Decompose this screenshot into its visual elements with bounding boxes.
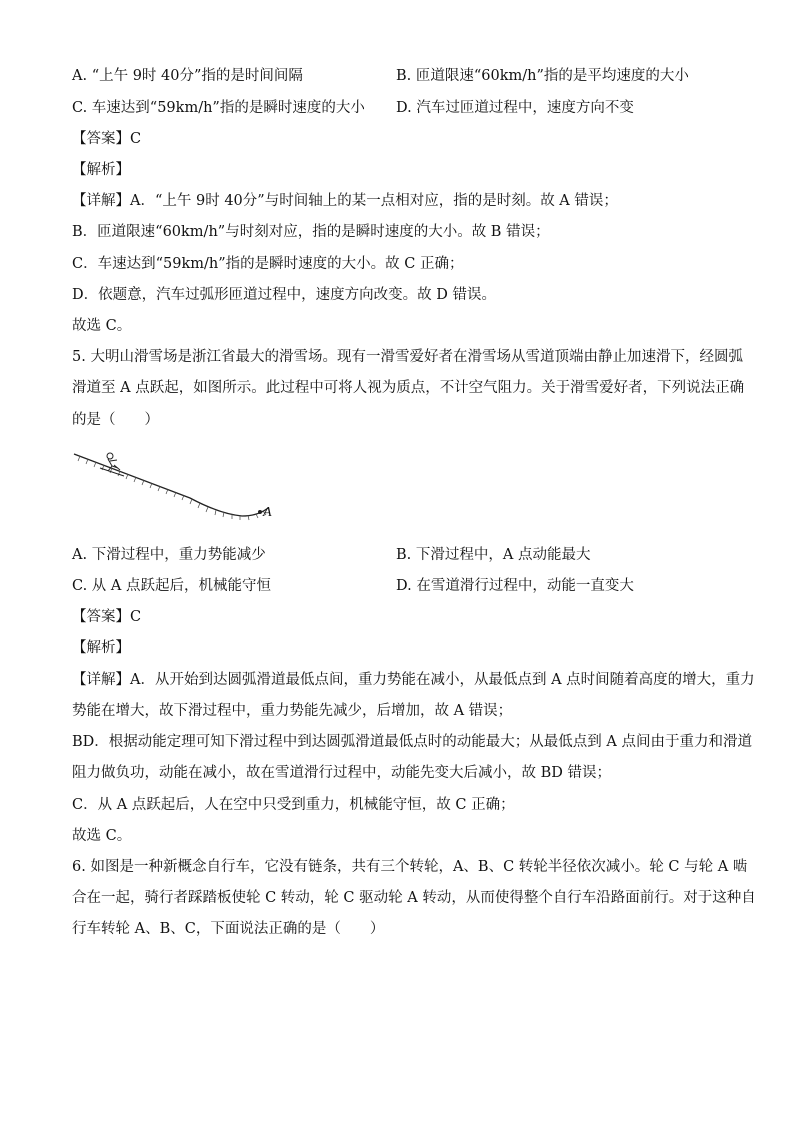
q5-option-b: B. 下滑过程中，A 点动能最大 [396,547,591,563]
skier-icon [100,453,124,476]
q5-option-c: C. 从 A 点跃起后，机械能守恒 [72,578,271,594]
q4-detail-line: C．车速达到“59km/h”指的是瞬时速度的大小。故 C 正确； [72,256,464,272]
q5-detail-line: 势能在增大，故下滑过程中，重力势能先减少，后增加，故 A 错误； [72,703,513,719]
q5-conclusion: 故选 C。 [72,828,132,844]
q4-detail-line: B．匝道限速“60km/h”与时刻对应，指的是瞬时速度的大小。故 B 错误； [72,224,550,240]
ski-slope-figure [70,446,290,536]
q5-detail-line: 阻力做负功，动能在减小，故在雪道滑行过程中，动能先变大后减小，故 BD 错误； [72,765,611,781]
q5-detail-line: 【详解】A．从开始到达圆弧滑道最低点间，重力势能在减小，从最低点到 A 点时间随着高度的增大，重力 [72,672,755,688]
q4-option-b: B. 匝道限速“60km/h”指的是平均速度的大小 [396,68,689,84]
q6-stem-line: 6. 如图是一种新概念自行车，它没有链条，共有三个转轮，A、B、C 转轮半径依次减小。轮 C 与轮 A 啮 [72,859,748,875]
q5-detail-line: C．从 A 点跃起后，人在空中只受到重力，机械能守恒，故 C 正确； [72,797,515,813]
q4-analysis-label: 【解析】 [72,162,130,178]
q6-stem-line: 行车转轮 A、B、C，下面说法正确的是（ ） [72,921,385,937]
q5-stem-line: 的是（ ） [72,412,159,428]
q6-stem-line: 合在一起，骑行者踩踏板使轮 C 转动，轮 C 驱动轮 A 转动，从而使得整个自行车沿路面前行。对于这种自 [72,890,756,906]
q5-detail-line: BD．根据动能定理可知下滑过程中到达圆弧滑道最低点时的动能最大；从最低点到 A 点间由于重力和滑道 [72,734,752,750]
q4-option-d: D. 汽车过匝道过程中，速度方向不变 [396,100,634,116]
q4-detail-line: 【详解】A．“上午 9时 40分”与时间轴上的某一点相对应，指的是时刻。故 A 错误； [72,193,618,209]
q4-detail-line: D．依题意，汽车过弧形匝道过程中，速度方向改变。故 D 错误。 [72,287,496,303]
q5-answer: 【答案】C [72,609,142,625]
q5-option-d: D. 在雪道滑行过程中，动能一直变大 [396,578,634,594]
q4-answer: 【答案】C [72,131,142,147]
q5-stem-line: 5. 大明山滑雪场是浙江省最大的滑雪场。现有一滑雪爱好者在滑雪场从雪道顶端由静止加速滑下，经圆弧 [72,349,743,365]
point-a-marker [258,510,262,514]
q4-option-a: A. “上午 9时 40分”指的是时间间隔 [72,68,303,84]
slope-surface [74,454,268,516]
q4-conclusion: 故选 C。 [72,318,132,334]
q5-stem-line: 滑道至 A 点跃起，如图所示。此过程中可将人视为质点，不计空气阻力。关于滑雪爱好者，下列说法正确 [72,380,745,396]
q4-option-c: C. 车速达到“59km/h”指的是瞬时速度的大小 [72,100,365,116]
q5-option-a: A. 下滑过程中，重力势能减少 [72,547,266,563]
q5-analysis-label: 【解析】 [72,640,130,656]
point-a-label: A [263,505,272,520]
